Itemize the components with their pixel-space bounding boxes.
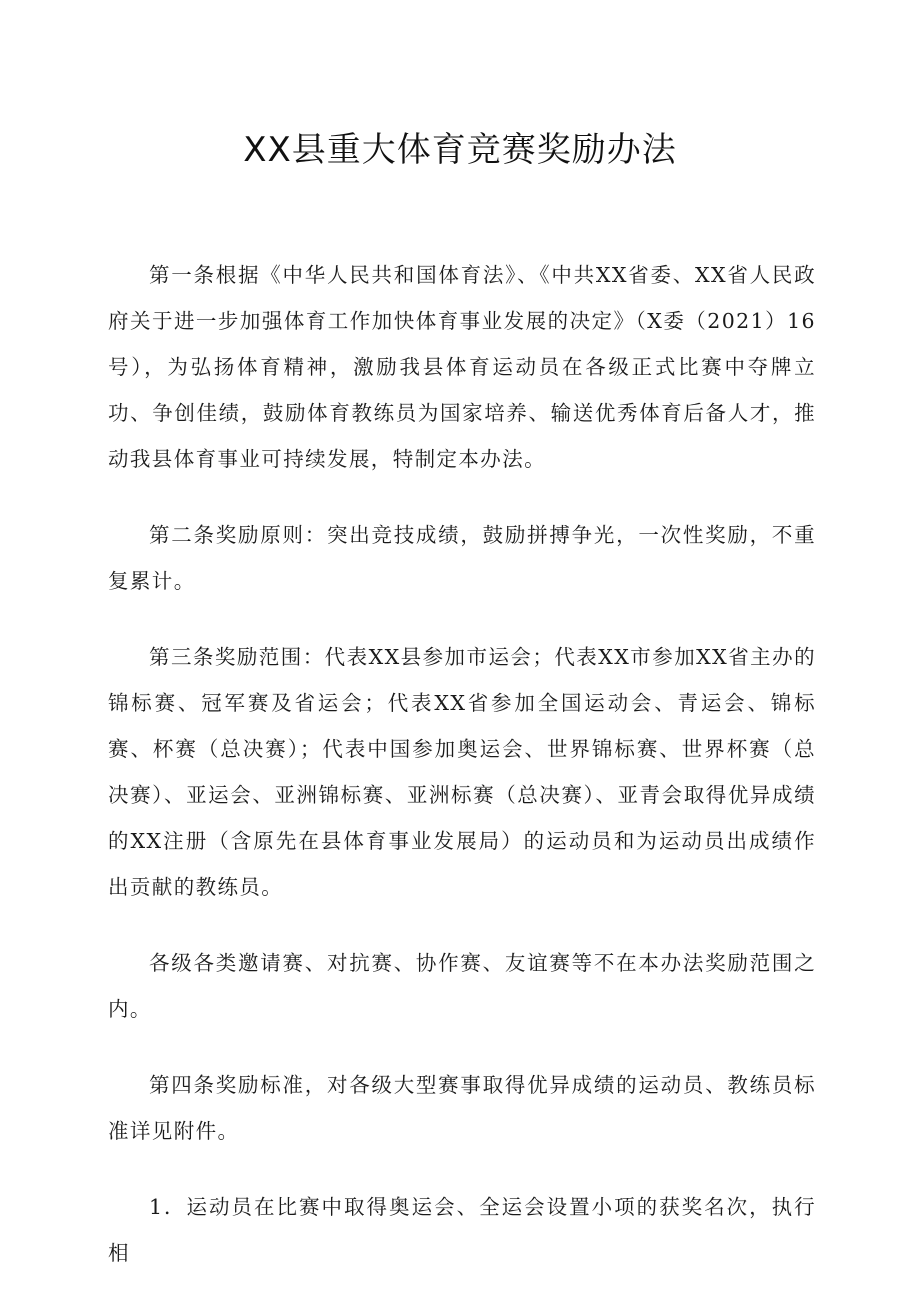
document-body: [108, 252, 816, 1306]
article-3-paragraph: 第三条奖励范围：代表XX县参加市运会；代表XX市参加XX省主办的锦标赛、冠军赛及省运会；代表XX省参加全国运动会、青运会、锦标赛、杯赛（总决赛）；代表中国参加奥运会、世界锦标赛、世界杯赛（总决赛）、亚运会、亚洲锦标赛、亚洲标赛（总决赛）、亚青会取得优异成绩的XX注册（含原先在县体育事业发展局）的运动员和为运动员出成绩作出贡献的教练员。: [108, 645, 816, 899]
exclusion-paragraph: 各级各类邀请赛、对抗赛、协作赛、友谊赛等不在本办法奖励范围之内。: [108, 951, 816, 1021]
article-4-paragraph: 第四条奖励标准，对各级大型赛事取得优异成绩的运动员、教练员标准详见附件。: [108, 1073, 816, 1143]
item-1-paragraph: 1．运动员在比赛中取得奥运会、全运会设置小项的获奖名次，执行相: [108, 1195, 816, 1265]
article-1-paragraph: 第一条根据《中华人民共和国体育法》、《中共XX省委、XX省人民政府关于进一步加强体育工作加快体育事业发展的决定》（X委（2021）16号），为弘扬体育精神，激励我县体育运动员在各级正式比赛中夺牌立功、争创佳绩，鼓励体育教练员为国家培养、输送优秀体育后备人才，推动我县体育事业可持续发展，特制定本办法。: [108, 263, 816, 471]
article-2-paragraph: 第二条奖励原则：突出竞技成绩，鼓励拼搏争光，一次性奖励，不重复累计。: [108, 523, 816, 593]
document-title: XX县重大体育竞赛奖励办法: [243, 130, 677, 170]
